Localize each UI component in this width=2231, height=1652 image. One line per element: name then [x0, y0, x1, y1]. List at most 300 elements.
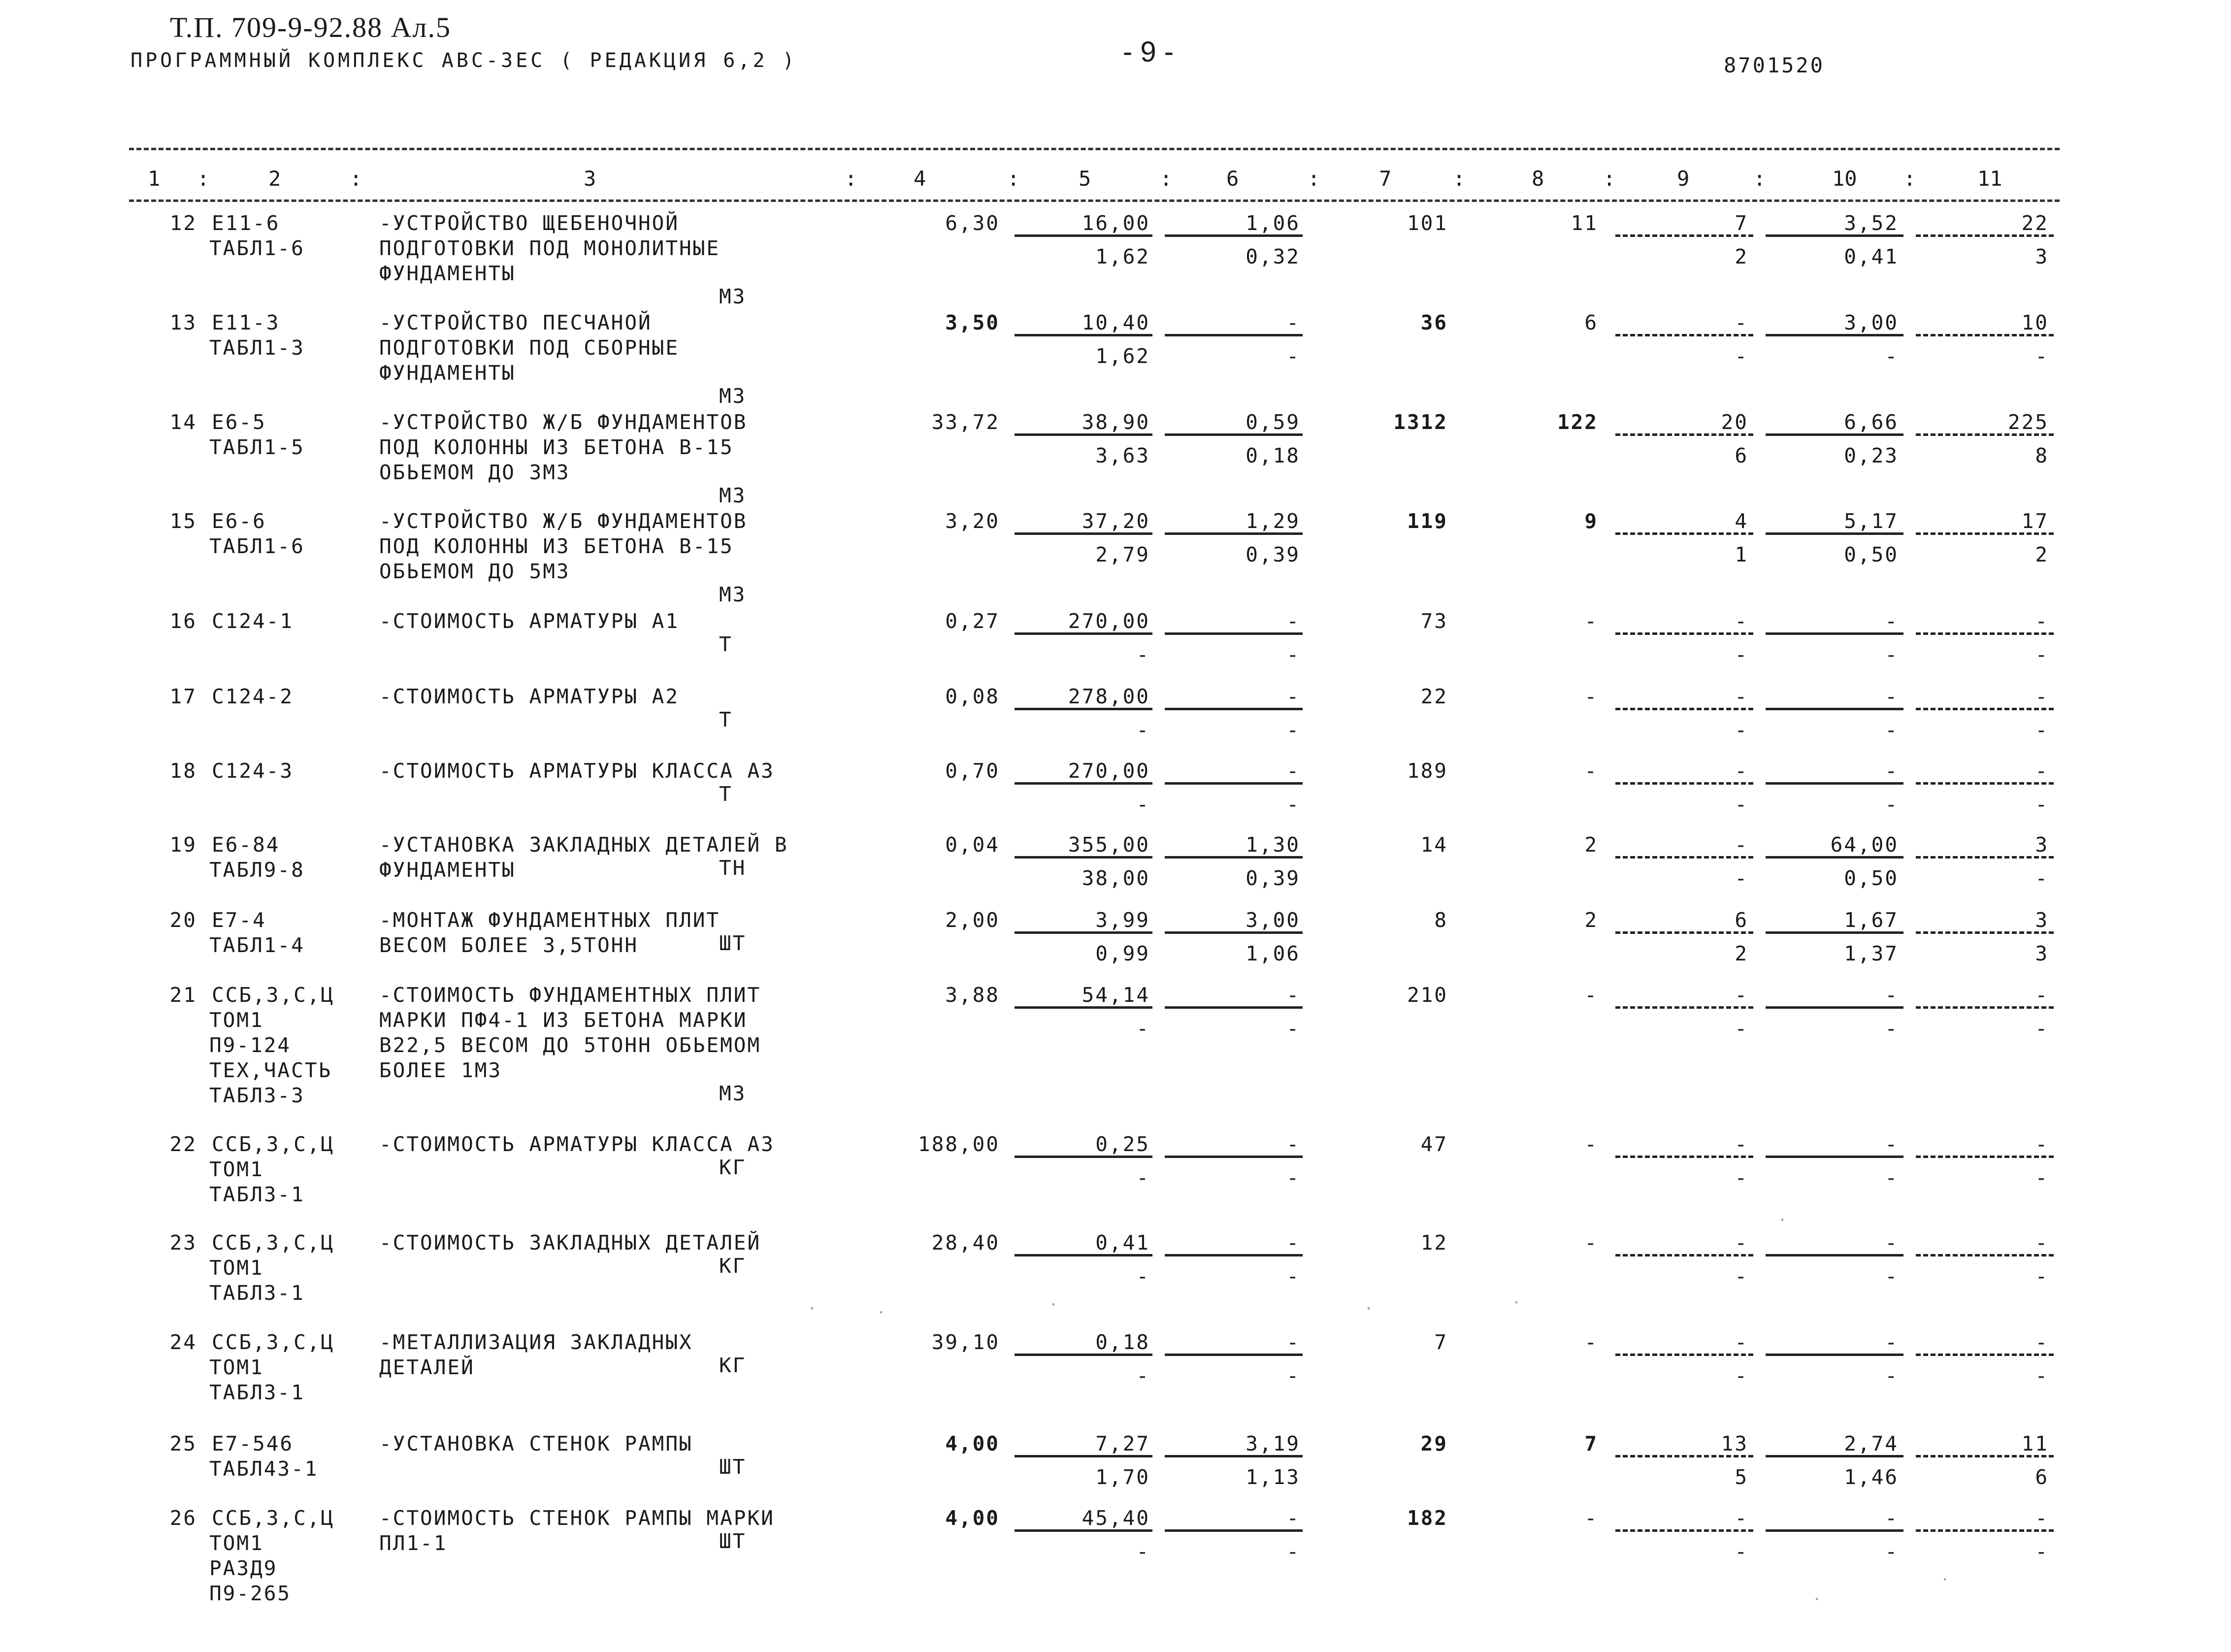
fraction-line	[1165, 856, 1303, 859]
work-description: -СТОИМОСТЬ ФУНДАМЕНТНЫХ ПЛИТ	[379, 983, 761, 1007]
fraction-line	[1916, 1529, 2054, 1532]
norm-code: ТАБЛ43-1	[209, 1457, 319, 1481]
labor-per-unit-machine: -	[1885, 1264, 1899, 1288]
labor-per-unit-machine: -	[1885, 1364, 1899, 1388]
column-separator: :	[350, 166, 362, 191]
work-description: БОЛЕЕ 1М3	[379, 1058, 502, 1082]
unit-of-measure: ШТ	[719, 1455, 747, 1479]
labor-total-machine: 3	[2035, 942, 2049, 965]
work-description: ПЛ1-1	[379, 1531, 448, 1555]
machine-cost: 3,19	[1246, 1432, 1300, 1455]
unit-of-measure: Т	[719, 632, 733, 656]
unit-cost-wages: 0,99	[1095, 942, 1150, 965]
machine-total-wages: 5	[1735, 1465, 1748, 1489]
work-description: -УСТРОЙСТВО Ж/Б ФУНДАМЕНТОВ	[379, 410, 748, 434]
labor-total-machine: -	[2035, 1364, 2049, 1388]
machine-total-wages: 2	[1735, 942, 1748, 965]
total-wages: 9	[1584, 509, 1598, 533]
labor-total: 225	[2007, 410, 2049, 434]
machine-cost-wages: -	[1286, 1166, 1300, 1189]
labor-total-machine: -	[2035, 1264, 2049, 1288]
norm-code: П9-265	[209, 1582, 292, 1605]
work-description: МАРКИ ПФ4-1 ИЗ БЕТОНА МАРКИ	[379, 1008, 748, 1032]
total-wages: 2	[1584, 908, 1598, 932]
fraction-line	[1615, 856, 1753, 859]
total-cost: 182	[1407, 1506, 1448, 1530]
norm-code: ТАБЛ3-3	[209, 1084, 305, 1107]
total-cost: 119	[1407, 509, 1448, 533]
quantity: 6,30	[945, 211, 1000, 235]
fraction-line	[1165, 782, 1303, 785]
row-number: 25	[169, 1432, 197, 1455]
norm-code: С124-2	[212, 685, 294, 708]
unit-of-measure: М3	[719, 583, 747, 606]
fraction-line	[1916, 782, 2054, 785]
labor-per-unit: -	[1885, 1506, 1899, 1530]
machine-total: -	[1735, 833, 1748, 857]
labor-total: -	[2035, 1506, 2049, 1530]
unit-of-measure: Т	[719, 708, 733, 731]
total-cost: 36	[1420, 311, 1448, 334]
labor-total-machine: -	[2035, 718, 2049, 742]
labor-total-machine: 3	[2035, 245, 2049, 268]
fraction-line	[1015, 1455, 1152, 1457]
unit-cost-wages: -	[1136, 643, 1150, 666]
row-number: 24	[169, 1330, 197, 1354]
unit-of-measure: КГ	[719, 1156, 747, 1179]
total-wages: 7	[1584, 1432, 1598, 1455]
fraction-line	[1015, 1006, 1152, 1009]
work-description: ОБЬЕМОМ ДО 3М3	[379, 461, 570, 484]
total-cost: 210	[1407, 983, 1448, 1007]
labor-per-unit-machine: 0,50	[1844, 866, 1899, 890]
labor-per-unit: 2,74	[1844, 1432, 1899, 1455]
fraction-line	[1165, 532, 1303, 535]
labor-total: -	[2035, 1231, 2049, 1255]
machine-cost: -	[1286, 685, 1300, 708]
quantity: 4,00	[945, 1432, 1000, 1455]
machine-cost-wages: 1,13	[1246, 1465, 1300, 1489]
labor-total-machine: -	[2035, 1017, 2049, 1040]
unit-cost: 7,27	[1095, 1432, 1150, 1455]
column-separator: :	[1753, 166, 1766, 191]
quantity: 2,00	[945, 908, 1000, 932]
fraction-line	[1165, 708, 1303, 710]
fraction-line	[1766, 234, 1903, 237]
machine-cost-wages: -	[1286, 344, 1300, 368]
machine-total: -	[1735, 983, 1748, 1007]
machine-total: -	[1735, 1132, 1748, 1156]
machine-cost-wages: 1,06	[1246, 942, 1300, 965]
row-number: 26	[169, 1506, 197, 1530]
total-wages: 6	[1584, 311, 1598, 334]
unit-cost: 54,14	[1082, 983, 1150, 1007]
fraction-line	[1165, 1455, 1303, 1457]
labor-total: -	[2035, 609, 2049, 633]
fraction-line	[1165, 1354, 1303, 1356]
scan-speck: ·	[808, 1300, 817, 1318]
unit-cost-wages: 3,63	[1095, 444, 1150, 467]
fraction-line	[1015, 708, 1152, 710]
machine-total-wages: -	[1735, 866, 1748, 890]
labor-per-unit-machine: 0,23	[1844, 444, 1899, 467]
work-description: -СТОИМОСТЬ СТЕНОК РАМПЫ МАРКИ	[379, 1506, 775, 1530]
total-wages: -	[1584, 1330, 1598, 1354]
column-separator: :	[1453, 166, 1466, 191]
fraction-line	[1916, 334, 2054, 336]
fraction-line	[1615, 433, 1753, 436]
unit-of-measure: Т	[719, 782, 733, 806]
unit-of-measure: М3	[719, 384, 747, 408]
fraction-line	[1165, 1529, 1303, 1532]
norm-code: Е6-5	[212, 410, 266, 434]
quantity: 0,04	[945, 833, 1000, 857]
norm-code: РАЗД9	[209, 1556, 278, 1580]
fraction-line	[1165, 334, 1303, 336]
unit-cost: 3,99	[1095, 908, 1150, 932]
column-number-6: 6	[1226, 166, 1239, 191]
total-cost: 12	[1420, 1231, 1448, 1255]
scan-speck: ·	[1940, 1571, 1950, 1588]
column-number-7: 7	[1379, 166, 1392, 191]
machine-cost: -	[1286, 983, 1300, 1007]
fraction-line	[1766, 1254, 1903, 1256]
norm-code: ТОМ1	[209, 1355, 264, 1379]
norm-code: ССБ,З,С,Ц	[212, 1506, 335, 1530]
total-cost: 189	[1407, 759, 1448, 783]
labor-per-unit: -	[1885, 983, 1899, 1007]
labor-per-unit: 3,52	[1844, 211, 1899, 235]
unit-cost-wages: 2,79	[1095, 543, 1150, 566]
work-description: -УСТРОЙСТВО Ж/Б ФУНДАМЕНТОВ	[379, 509, 748, 533]
norm-code: ТАБЛ3-1	[209, 1381, 305, 1404]
unit-of-measure: КГ	[719, 1354, 747, 1377]
machine-total: -	[1735, 685, 1748, 708]
unit-cost: 355,00	[1068, 833, 1150, 857]
labor-per-unit: 6,66	[1844, 410, 1899, 434]
labor-per-unit: -	[1885, 1330, 1899, 1354]
column-separator: :	[1160, 166, 1173, 191]
labor-total-machine: -	[2035, 866, 2049, 890]
labor-total: -	[2035, 1132, 2049, 1156]
labor-total: 3	[2035, 908, 2049, 932]
norm-code: ССБ,З,С,Ц	[212, 1231, 335, 1255]
norm-code: ТОМ1	[209, 1008, 264, 1032]
labor-per-unit: -	[1885, 685, 1899, 708]
fraction-line	[1615, 1006, 1753, 1009]
total-wages: -	[1584, 1506, 1598, 1530]
unit-cost-wages: -	[1136, 1264, 1150, 1288]
machine-cost: -	[1286, 1132, 1300, 1156]
row-number: 21	[169, 983, 197, 1007]
row-number: 16	[169, 609, 197, 633]
total-cost: 7	[1434, 1330, 1448, 1354]
fraction-line	[1766, 931, 1903, 934]
fraction-line	[1916, 1254, 2054, 1256]
labor-per-unit-machine: -	[1885, 1017, 1899, 1040]
machine-cost-wages: -	[1286, 1017, 1300, 1040]
fraction-line	[1015, 532, 1152, 535]
labor-per-unit: -	[1885, 1132, 1899, 1156]
unit-cost: 0,18	[1095, 1330, 1150, 1354]
labor-per-unit: 3,00	[1844, 311, 1899, 334]
labor-per-unit-machine: -	[1885, 1540, 1899, 1563]
unit-cost: 270,00	[1068, 759, 1150, 783]
unit-of-measure: М3	[719, 484, 747, 507]
table-top-rule	[129, 148, 2060, 150]
machine-total-wages: -	[1735, 1017, 1748, 1040]
work-description: ОБЬЕМОМ ДО 5М3	[379, 560, 570, 583]
fraction-line	[1766, 1006, 1903, 1009]
fraction-line	[1615, 931, 1753, 934]
work-description: ФУНДАМЕНТЫ	[379, 361, 516, 385]
work-description: -УСТРОЙСТВО ПЕСЧАНОЙ	[379, 311, 652, 334]
total-cost: 47	[1420, 1132, 1448, 1156]
column-number-10: 10	[1832, 166, 1857, 191]
machine-total: -	[1735, 759, 1748, 783]
work-description: ПОДГОТОВКИ ПОД МОНОЛИТНЫЕ	[379, 236, 721, 260]
fraction-line	[1165, 234, 1303, 237]
machine-total-wages: -	[1735, 643, 1748, 666]
fraction-line	[1916, 532, 2054, 535]
machine-total-wages: -	[1735, 344, 1748, 368]
row-number: 17	[169, 685, 197, 708]
labor-per-unit: -	[1885, 759, 1899, 783]
labor-per-unit-machine: -	[1885, 793, 1899, 816]
machine-total: 13	[1721, 1432, 1748, 1455]
fraction-line	[1015, 632, 1152, 635]
labor-per-unit: 1,67	[1844, 908, 1899, 932]
fraction-line	[1615, 334, 1753, 336]
labor-total-machine: -	[2035, 643, 2049, 666]
labor-total-machine: -	[2035, 1540, 2049, 1563]
unit-cost-wages: -	[1136, 1364, 1150, 1388]
fraction-line	[1015, 856, 1152, 859]
column-number-11: 11	[1977, 166, 2002, 191]
machine-cost-wages: 0,39	[1246, 866, 1300, 890]
total-wages: -	[1584, 609, 1598, 633]
work-description: -УСТАНОВКА СТЕНОК РАМПЫ	[379, 1432, 693, 1455]
scan-speck: ·	[1364, 1300, 1374, 1318]
fraction-line	[1015, 782, 1152, 785]
row-number: 14	[169, 410, 197, 434]
norm-code: ТОМ1	[209, 1157, 264, 1181]
row-number: 13	[169, 311, 197, 334]
scan-speck: ·	[1812, 1591, 1822, 1608]
unit-cost: 38,90	[1082, 410, 1150, 434]
quantity: 188,00	[918, 1132, 1000, 1156]
machine-cost: -	[1286, 1330, 1300, 1354]
row-number: 23	[169, 1231, 197, 1255]
labor-per-unit-machine: 1,37	[1844, 942, 1899, 965]
norm-code: С124-1	[212, 609, 294, 633]
machine-cost-wages: -	[1286, 718, 1300, 742]
machine-cost: 3,00	[1246, 908, 1300, 932]
column-separator: :	[197, 166, 210, 191]
work-description: -СТОИМОСТЬ АРМАТУРЫ КЛАССА А3	[379, 759, 775, 783]
machine-total-wages: -	[1735, 718, 1748, 742]
row-number: 20	[169, 908, 197, 932]
row-number: 19	[169, 833, 197, 857]
quantity: 0,08	[945, 685, 1000, 708]
norm-code: ТАБЛ1-4	[209, 933, 305, 957]
fraction-line	[1015, 234, 1152, 237]
labor-per-unit: -	[1885, 609, 1899, 633]
work-description: ФУНДАМЕНТЫ	[379, 858, 516, 882]
fraction-line	[1916, 1455, 2054, 1457]
fraction-line	[1165, 1254, 1303, 1256]
fraction-line	[1766, 1455, 1903, 1457]
total-wages: 122	[1557, 410, 1598, 434]
work-description: -СТОИМОСТЬ АРМАТУРЫ А1	[379, 609, 680, 633]
labor-total: 10	[2021, 311, 2049, 334]
fraction-line	[1015, 1254, 1152, 1256]
labor-total: 22	[2021, 211, 2049, 235]
work-description: -СТОИМОСТЬ АРМАТУРЫ КЛАССА А3	[379, 1132, 775, 1156]
row-number: 22	[169, 1132, 197, 1156]
norm-code: Е11-3	[212, 311, 280, 334]
unit-cost: 37,20	[1082, 509, 1150, 533]
unit-of-measure: М3	[719, 285, 747, 308]
machine-total-wages: 1	[1735, 543, 1748, 566]
labor-total: 3	[2035, 833, 2049, 857]
labor-per-unit: -	[1885, 1231, 1899, 1255]
total-cost: 73	[1420, 609, 1448, 633]
total-cost: 14	[1420, 833, 1448, 857]
unit-cost-wages: -	[1136, 1540, 1150, 1563]
total-wages: -	[1584, 685, 1598, 708]
fraction-line	[1015, 1156, 1152, 1158]
column-number-1: 1	[148, 166, 161, 191]
work-description: ПОД КОЛОННЫ ИЗ БЕТОНА В-15	[379, 435, 734, 459]
unit-cost: 16,00	[1082, 211, 1150, 235]
work-description: ВЕСОМ БОЛЕЕ 3,5ТОНН	[379, 933, 638, 957]
machine-cost: -	[1286, 609, 1300, 633]
fraction-line	[1165, 931, 1303, 934]
labor-total: -	[2035, 759, 2049, 783]
fraction-line	[1916, 433, 2054, 436]
norm-code: ТОМ1	[209, 1256, 264, 1280]
norm-code: ТАБЛ1-6	[209, 236, 305, 260]
labor-total: -	[2035, 983, 2049, 1007]
quantity: 28,40	[931, 1231, 1000, 1255]
fraction-line	[1766, 334, 1903, 336]
machine-total: -	[1735, 1231, 1748, 1255]
column-separator: :	[1603, 166, 1616, 191]
work-description: -УСТРОЙСТВО ЩЕБЕНОЧНОЙ	[379, 211, 680, 235]
unit-cost-wages: -	[1136, 793, 1150, 816]
labor-total: -	[2035, 685, 2049, 708]
machine-cost-wages: -	[1286, 1264, 1300, 1288]
unit-cost: 0,41	[1095, 1231, 1150, 1255]
norm-code: ТАБЛ9-8	[209, 858, 305, 882]
norm-code: Е6-84	[212, 833, 280, 857]
quantity: 39,10	[931, 1330, 1000, 1354]
unit-cost: 270,00	[1068, 609, 1150, 633]
labor-per-unit: 64,00	[1830, 833, 1899, 857]
fraction-line	[1615, 1354, 1753, 1356]
machine-cost: -	[1286, 1231, 1300, 1255]
total-wages: -	[1584, 983, 1598, 1007]
column-number-5: 5	[1079, 166, 1091, 191]
fraction-line	[1615, 708, 1753, 710]
norm-code: ТАБЛ3-1	[209, 1281, 305, 1305]
machine-cost: -	[1286, 1506, 1300, 1530]
unit-cost: 0,25	[1095, 1132, 1150, 1156]
total-wages: 2	[1584, 833, 1598, 857]
column-number-9: 9	[1677, 166, 1690, 191]
column-number-3: 3	[584, 166, 596, 191]
labor-total-machine: -	[2035, 1166, 2049, 1189]
fraction-line	[1766, 1354, 1903, 1356]
labor-per-unit-machine: 0,50	[1844, 543, 1899, 566]
labor-per-unit-machine: -	[1885, 643, 1899, 666]
quantity: 33,72	[931, 410, 1000, 434]
unit-cost: 278,00	[1068, 685, 1150, 708]
norm-code: С124-3	[212, 759, 294, 783]
labor-total: 11	[2021, 1432, 2049, 1455]
norm-code: Е7-4	[212, 908, 266, 932]
fraction-line	[1916, 856, 2054, 859]
fraction-line	[1165, 1006, 1303, 1009]
norm-code: ССБ,З,С,Ц	[212, 1330, 335, 1354]
fraction-line	[1916, 234, 2054, 237]
labor-per-unit-machine: -	[1885, 344, 1899, 368]
quantity: 3,20	[945, 509, 1000, 533]
fraction-line	[1766, 632, 1903, 635]
fraction-line	[1615, 1455, 1753, 1457]
machine-cost: 0,59	[1246, 410, 1300, 434]
labor-total-machine: -	[2035, 793, 2049, 816]
machine-total-wages: 2	[1735, 245, 1748, 268]
machine-cost: -	[1286, 311, 1300, 334]
unit-of-measure: ШТ	[719, 1529, 747, 1553]
quantity: 3,88	[945, 983, 1000, 1007]
fraction-line	[1766, 532, 1903, 535]
total-cost: 29	[1420, 1432, 1448, 1455]
machine-cost: 1,30	[1246, 833, 1300, 857]
row-number: 18	[169, 759, 197, 783]
table-header-rule	[129, 199, 2060, 202]
machine-cost-wages: 0,39	[1246, 543, 1300, 566]
machine-cost-wages: 0,18	[1246, 444, 1300, 467]
fraction-line	[1615, 1254, 1753, 1256]
fraction-line	[1615, 532, 1753, 535]
column-separator: :	[1903, 166, 1916, 191]
unit-of-measure: ТН	[719, 856, 747, 880]
norm-code: ТЕХ,ЧАСТЬ	[209, 1058, 332, 1082]
norm-code: ТАБЛ1-3	[209, 336, 305, 360]
fraction-line	[1916, 931, 2054, 934]
fraction-line	[1766, 708, 1903, 710]
quantity: 3,50	[945, 311, 1000, 334]
document-code: 8701520	[1724, 53, 1825, 77]
machine-total-wages: -	[1735, 1364, 1748, 1388]
labor-per-unit-machine: 1,46	[1844, 1465, 1899, 1489]
fraction-line	[1916, 1006, 2054, 1009]
program-title: ПРОГРАММНЫЙ КОМПЛЕКС АВС-ЗЕС ( РЕДАКЦИЯ 6,2 )	[131, 49, 797, 72]
work-description: В22,5 ВЕСОМ ДО 5ТОНН ОБЬЕМОМ	[379, 1033, 761, 1057]
scan-speck: ·	[877, 1304, 886, 1322]
quantity: 4,00	[945, 1506, 1000, 1530]
labor-total-machine: -	[2035, 344, 2049, 368]
machine-cost-wages: -	[1286, 1540, 1300, 1563]
machine-total: 4	[1735, 509, 1748, 533]
column-separator: :	[1007, 166, 1020, 191]
labor-total-machine: 6	[2035, 1465, 2049, 1489]
labor-total: 17	[2021, 509, 2049, 533]
work-description: -МОНТАЖ ФУНДАМЕНТНЫХ ПЛИТ	[379, 908, 721, 932]
